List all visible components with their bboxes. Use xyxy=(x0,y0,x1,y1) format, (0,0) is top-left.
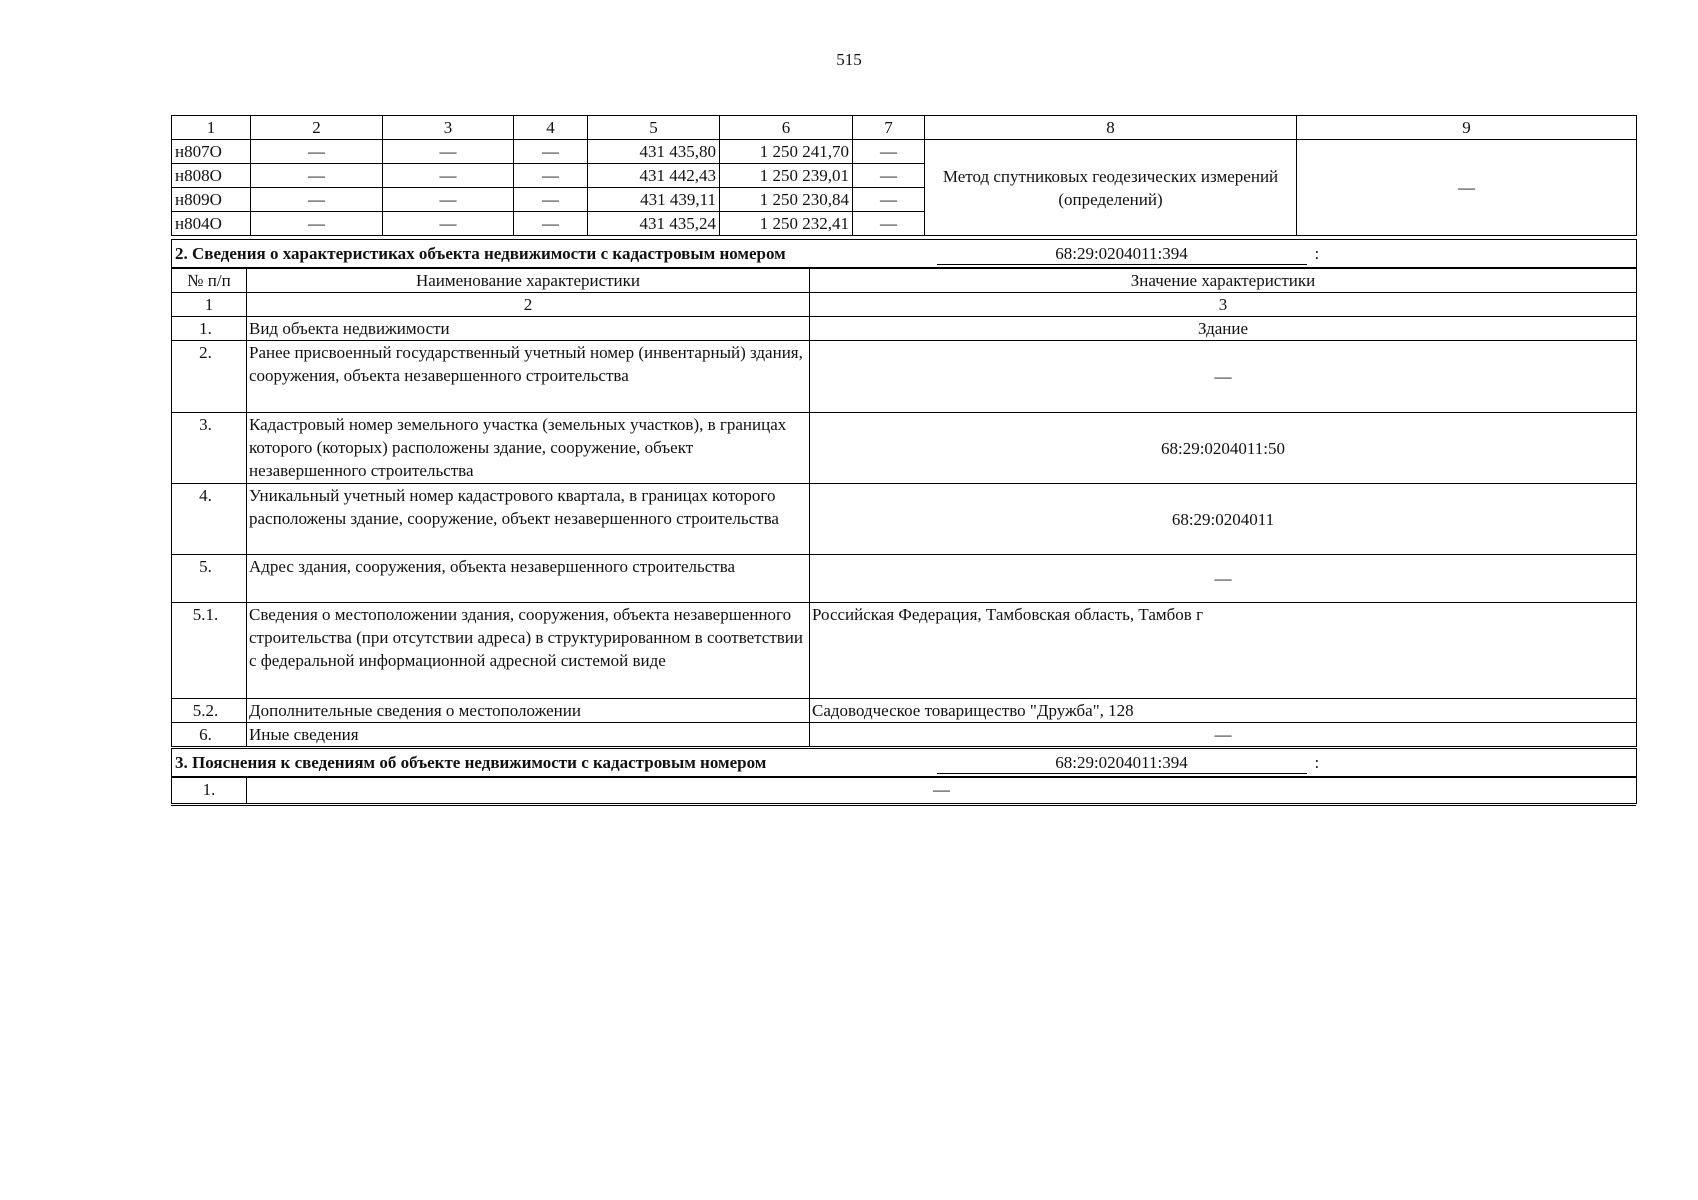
col-header: 1 xyxy=(172,116,251,140)
cell: — xyxy=(514,140,588,164)
section3-header xyxy=(171,748,1637,777)
section2-cadastral-number: 68:29:0204011:394 xyxy=(932,240,1312,268)
characteristic-name: Уникальный учетный номер кадастрового квартала, в границах которого расположены здание, сооружение, объект незавершенного строительства xyxy=(247,484,810,555)
row-number: 1. xyxy=(172,778,247,804)
table-row xyxy=(172,723,1637,747)
characteristic-name: Адрес здания, сооружения, объекта незавершенного строительства xyxy=(247,555,810,603)
coord-y: 1 250 230,84 xyxy=(720,188,853,212)
characteristic-name: Ранее присвоенный государственный учетный номер (инвентарный) здания, сооружения, объекта незавершенного строительства xyxy=(247,341,810,413)
cell: — xyxy=(251,188,383,212)
col-header: 6 xyxy=(720,116,853,140)
characteristic-value: Российская Федерация, Тамбовская область, Тамбов г xyxy=(810,603,1637,699)
section2-title: 2. Сведения о характеристиках объекта недвижимости с кадастровым номером xyxy=(172,240,932,268)
table-row xyxy=(172,778,1637,804)
explanations-table xyxy=(171,777,1637,804)
col-header-num: № п/п xyxy=(172,269,247,293)
col9-value: — xyxy=(1297,140,1637,236)
cell: — xyxy=(514,188,588,212)
section3-cadastral-number: 68:29:0204011:394 xyxy=(932,749,1312,777)
row-number: 3. xyxy=(172,413,247,484)
row-number: 5.1. xyxy=(172,603,247,699)
point-name: н809О xyxy=(172,188,251,212)
table-row xyxy=(172,699,1637,723)
characteristic-value: — xyxy=(810,341,1637,413)
cell: — xyxy=(853,164,925,188)
measurement-method: Метод спутниковых геодезических измерений (определений) xyxy=(925,140,1297,236)
section3-colon: : xyxy=(1312,749,1637,777)
row-number: 4. xyxy=(172,484,247,555)
row-number: 5.2. xyxy=(172,699,247,723)
coord-x: 431 442,43 xyxy=(588,164,720,188)
coord-x: 431 435,24 xyxy=(588,212,720,236)
chars-header-row xyxy=(172,269,1637,293)
explanation-text: — xyxy=(247,778,1637,804)
col-header-name: Наименование характеристики xyxy=(247,269,810,293)
col-number: 2 xyxy=(247,293,810,317)
col-header: 5 xyxy=(588,116,720,140)
cell: — xyxy=(514,212,588,236)
characteristic-value: Садоводческое товарищество "Дружба", 128 xyxy=(810,699,1637,723)
table-row xyxy=(172,484,1637,555)
table-bottom-rule xyxy=(171,805,1636,806)
coordinates-table xyxy=(171,115,1637,236)
cell: — xyxy=(383,188,514,212)
cell: — xyxy=(514,164,588,188)
coord-x: 431 435,80 xyxy=(588,140,720,164)
cell: — xyxy=(853,188,925,212)
col-header: 2 xyxy=(251,116,383,140)
point-name: н808О xyxy=(172,164,251,188)
cell: — xyxy=(251,140,383,164)
coord-y: 1 250 232,41 xyxy=(720,212,853,236)
cell: — xyxy=(383,212,514,236)
coord-y: 1 250 239,01 xyxy=(720,164,853,188)
col-number: 3 xyxy=(810,293,1637,317)
cell: — xyxy=(251,212,383,236)
coord-y: 1 250 241,70 xyxy=(720,140,853,164)
row-number: 5. xyxy=(172,555,247,603)
chars-colnum-row xyxy=(172,293,1637,317)
characteristic-value: 68:29:0204011 xyxy=(810,484,1637,555)
point-name: н804О xyxy=(172,212,251,236)
table-row xyxy=(172,413,1637,484)
col-header-value: Значение характеристики xyxy=(810,269,1637,293)
section3-title: 3. Пояснения к сведениям об объекте недвижимости с кадастровым номером xyxy=(172,749,932,777)
table-row xyxy=(172,140,1637,164)
col-header: 9 xyxy=(1297,116,1637,140)
row-number: 1. xyxy=(172,317,247,341)
table-row xyxy=(172,555,1637,603)
characteristic-value: — xyxy=(810,723,1637,747)
table-row xyxy=(172,603,1637,699)
section2-header xyxy=(171,239,1637,268)
row-number: 6. xyxy=(172,723,247,747)
characteristic-name: Кадастровый номер земельного участка (земельных участков), в границах которого (которых) расположены здание, сооружение, объект незавершенного строительства xyxy=(247,413,810,484)
col-header: 4 xyxy=(514,116,588,140)
page-number: 515 xyxy=(836,50,862,69)
coords-header-row xyxy=(172,116,1637,140)
row-number: 2. xyxy=(172,341,247,413)
cell: — xyxy=(853,140,925,164)
characteristics-table xyxy=(171,268,1637,747)
characteristic-value: Здание xyxy=(810,317,1637,341)
cell: — xyxy=(383,140,514,164)
section2-colon: : xyxy=(1312,240,1637,268)
characteristic-name: Дополнительные сведения о местоположении xyxy=(247,699,810,723)
col-number: 1 xyxy=(172,293,247,317)
col-header: 7 xyxy=(853,116,925,140)
cell: — xyxy=(383,164,514,188)
table-row xyxy=(172,341,1637,413)
table-row xyxy=(172,317,1637,341)
characteristic-value: — xyxy=(810,555,1637,603)
characteristic-value: 68:29:0204011:50 xyxy=(810,413,1637,484)
cell: — xyxy=(853,212,925,236)
characteristic-name: Сведения о местоположении здания, сооружения, объекта незавершенного строительства (при отсутствии адреса) в структурированном в соответствии с федеральной информационной адресной системой виде xyxy=(247,603,810,699)
col-header: 3 xyxy=(383,116,514,140)
coord-x: 431 439,11 xyxy=(588,188,720,212)
characteristic-name: Вид объекта недвижимости xyxy=(247,317,810,341)
characteristic-name: Иные сведения xyxy=(247,723,810,747)
point-name: н807О xyxy=(172,140,251,164)
cell: — xyxy=(251,164,383,188)
col-header: 8 xyxy=(925,116,1297,140)
